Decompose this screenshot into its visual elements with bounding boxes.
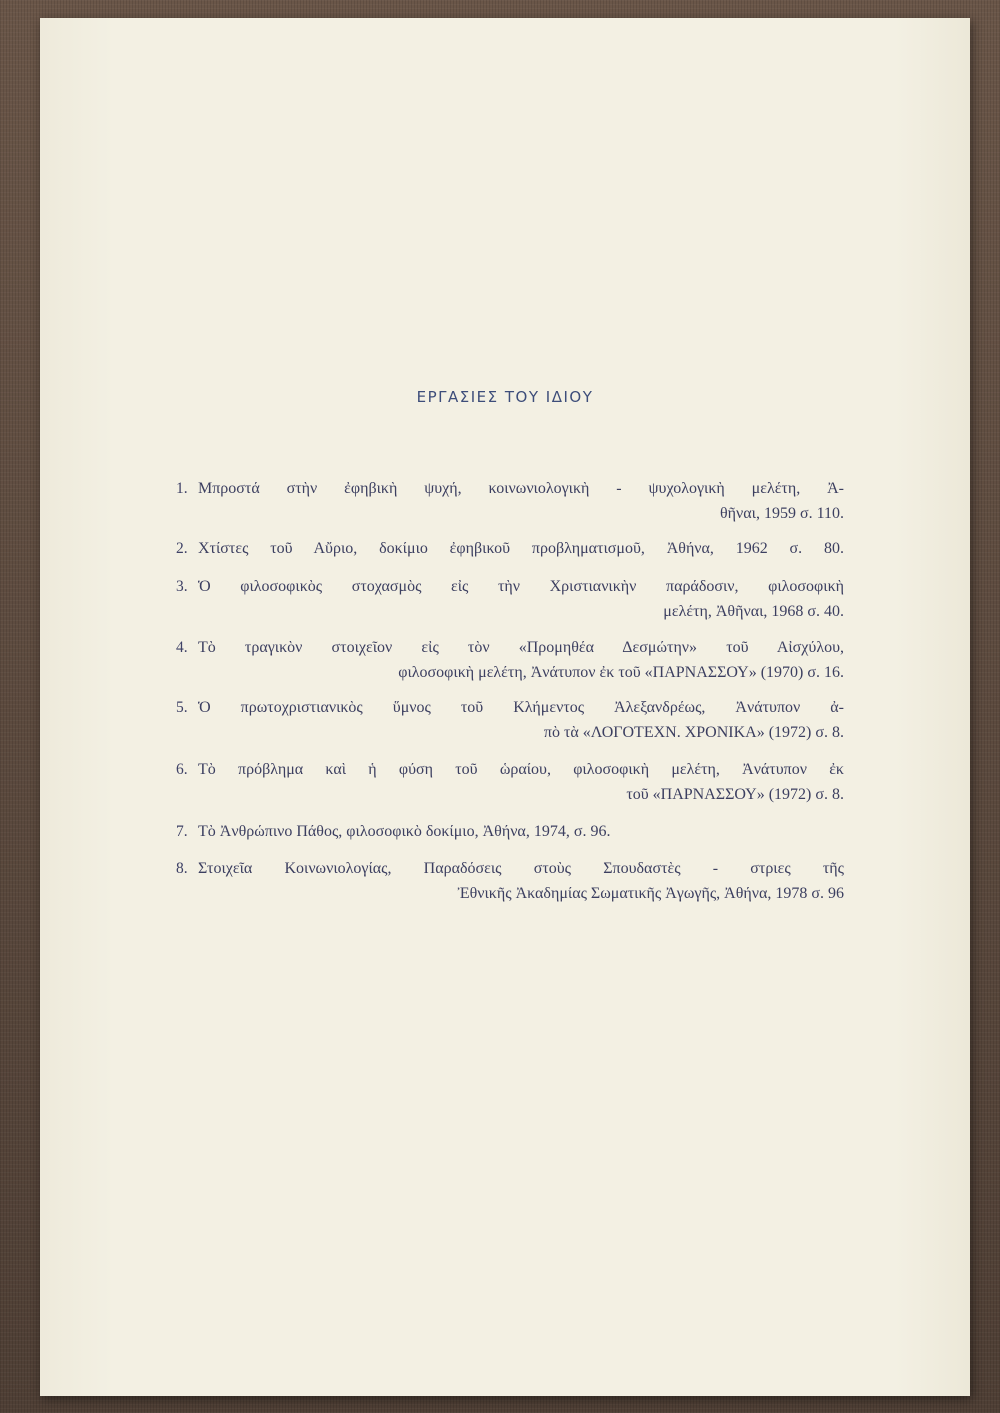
entry-number: 6. xyxy=(176,761,188,778)
entry-line-2: μελέτη, Ἀθῆναι, 1968 σ. 40. xyxy=(663,603,844,620)
entry-text: Τὸ τραγικὸν στοιχεῖον εἰς τὸν «Προμηθέα Δεσμώτην» τοῦ Αἰσχύλου, xyxy=(198,639,844,656)
list-item xyxy=(176,856,844,906)
page-heading: ΕΡΓΑΣΙΕΣ ΤΟΥ ΙΔΙΟΥ xyxy=(416,388,594,406)
entry-number: 8. xyxy=(176,860,188,877)
entry-number: 1. xyxy=(176,480,188,497)
list-item xyxy=(176,574,844,624)
entry-number: 3. xyxy=(176,578,188,595)
entry-text: Ὁ φιλοσοφικὸς στοχασμὸς εἰς τὴν Χριστιανικὴν παράδοσιν, φιλοσοφικὴ xyxy=(198,578,844,595)
entry-line-1 xyxy=(176,536,844,561)
entry-line-1 xyxy=(176,695,844,720)
list-item xyxy=(176,695,844,745)
entry-line-2: φιλοσοφικὴ μελέτη, Ἀνάτυπον ἐκ τοῦ «ΠΑΡΝΑΣΣΟΥ» (1970) σ. 16. xyxy=(398,664,844,681)
entry-number: 5. xyxy=(176,699,188,716)
entry-line-1 xyxy=(176,856,844,881)
works-list xyxy=(176,476,844,916)
entry-text: Στοιχεῖα Κοινωνιολογίας, Παραδόσεις στοὺς Σπουδαστὲς - στριες τῆς xyxy=(198,860,844,877)
entry-text: Τὸ πρόβλημα καὶ ἡ φύση τοῦ ὡραίου, φιλοσοφικὴ μελέτη, Ἀνάτυπον ἐκ xyxy=(198,761,844,778)
entry-line-1 xyxy=(176,476,844,501)
entry-text: Ὁ πρωτοχριστιανικὸς ὕμνος τοῦ Κλήμεντος Ἀλεξανδρέως, Ἀνάτυπον ἀ- xyxy=(198,699,844,716)
entry-line-1 xyxy=(176,574,844,599)
entry-line-1 xyxy=(176,635,844,660)
entry-line-2: θῆναι, 1959 σ. 110. xyxy=(720,505,844,522)
entry-line-2: πὸ τὰ «ΛΟΓΟΤΕΧΝ. ΧΡΟΝΙΚΑ» (1972) σ. 8. xyxy=(543,724,844,741)
entry-text: Μπροστά στὴν ἐφηβικὴ ψυχή, κοινωνιολογικὴ - ψυχολογικὴ μελέτη, Ἀ- xyxy=(198,480,844,497)
entry-text: Τὸ Ἀνθρώπινο Πάθος, φιλοσοφικὸ δοκίμιο, Ἀθήνα, 1974, σ. 96. xyxy=(198,823,611,840)
list-item xyxy=(176,635,844,685)
entry-line-2: τοῦ «ΠΑΡΝΑΣΣΟΥ» (1972) σ. 8. xyxy=(626,786,844,803)
entry-line-1 xyxy=(176,819,844,844)
entry-number: 4. xyxy=(176,639,188,656)
list-item xyxy=(176,757,844,807)
entry-number: 2. xyxy=(176,540,188,557)
book-page xyxy=(40,18,970,1396)
entry-line-2: Ἐθνικῆς Ἀκαδημίας Σωματικῆς Ἀγωγῆς, Ἀθήνα, 1978 σ. 96 xyxy=(457,885,844,902)
list-item xyxy=(176,819,844,844)
entry-line-1 xyxy=(176,757,844,782)
list-item xyxy=(176,476,844,526)
entry-text: Χτίστες τοῦ Αὔριο, δοκίμιο ἐφηβικοῦ προβληματισμοῦ, Ἀθήνα, 1962 σ. 80. xyxy=(198,540,844,557)
list-item xyxy=(176,536,844,561)
entry-number: 7. xyxy=(176,823,188,840)
